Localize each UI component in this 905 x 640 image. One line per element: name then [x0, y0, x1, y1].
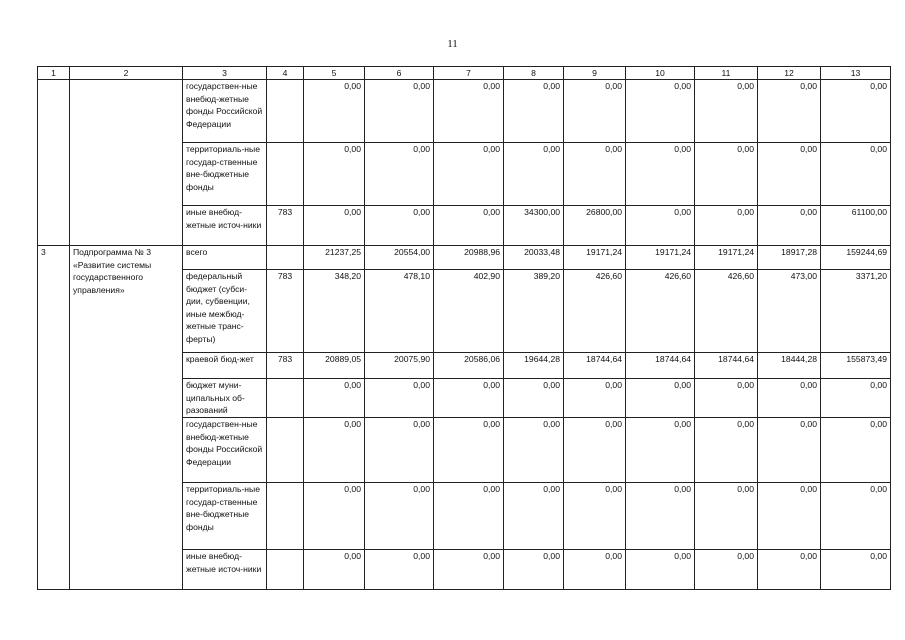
- budget-code: 783: [267, 270, 304, 353]
- amount-cell: 0,00: [564, 550, 626, 590]
- amount-cell: 0,00: [758, 206, 821, 246]
- amount-cell: 0,00: [758, 418, 821, 483]
- column-header: 6: [365, 67, 434, 80]
- amount-cell: 473,00: [758, 270, 821, 353]
- funding-source: федеральный бюджет (субси-дии, субвенции, иные межбюд-жетные транс-ферты): [183, 270, 267, 353]
- column-header: 7: [434, 67, 504, 80]
- amount-cell: 0,00: [365, 550, 434, 590]
- amount-cell: 426,60: [626, 270, 695, 353]
- amount-cell: 426,60: [564, 270, 626, 353]
- amount-cell: 0,00: [304, 379, 365, 418]
- amount-cell: 19171,24: [626, 246, 695, 270]
- amount-cell: 20554,00: [365, 246, 434, 270]
- amount-cell: 34300,00: [504, 206, 564, 246]
- budget-code: [267, 80, 304, 143]
- amount-cell: 0,00: [365, 143, 434, 206]
- amount-cell: 0,00: [365, 483, 434, 550]
- amount-cell: 26800,00: [564, 206, 626, 246]
- amount-cell: 478,10: [365, 270, 434, 353]
- amount-cell: 0,00: [304, 483, 365, 550]
- amount-cell: 0,00: [434, 418, 504, 483]
- amount-cell: 0,00: [434, 550, 504, 590]
- amount-cell: 0,00: [626, 418, 695, 483]
- amount-cell: 0,00: [304, 143, 365, 206]
- subprogram-name: Подпрограмма № 3 «Развитие системы государственного управления»: [70, 246, 183, 590]
- page-number: 11: [447, 38, 458, 50]
- amount-cell: 19644,28: [504, 353, 564, 379]
- amount-cell: 0,00: [821, 379, 891, 418]
- amount-cell: 0,00: [564, 483, 626, 550]
- amount-cell: 18744,64: [564, 353, 626, 379]
- table-body: [38, 80, 891, 590]
- amount-cell: 20988,96: [434, 246, 504, 270]
- budget-code: 783: [267, 206, 304, 246]
- column-header: 1: [38, 67, 70, 80]
- amount-cell: 0,00: [434, 206, 504, 246]
- amount-cell: 0,00: [304, 80, 365, 143]
- amount-cell: 0,00: [695, 418, 758, 483]
- amount-cell: 0,00: [304, 206, 365, 246]
- amount-cell: 19171,24: [564, 246, 626, 270]
- budget-code: [267, 246, 304, 270]
- amount-cell: 0,00: [626, 80, 695, 143]
- amount-cell: 0,00: [695, 206, 758, 246]
- amount-cell: 0,00: [821, 483, 891, 550]
- amount-cell: 0,00: [504, 550, 564, 590]
- amount-cell: 18917,28: [758, 246, 821, 270]
- column-header: 2: [70, 67, 183, 80]
- amount-cell: 20075,90: [365, 353, 434, 379]
- amount-cell: 20586,06: [434, 353, 504, 379]
- amount-cell: 0,00: [758, 379, 821, 418]
- amount-cell: 0,00: [626, 143, 695, 206]
- amount-cell: 0,00: [695, 143, 758, 206]
- amount-cell: 0,00: [821, 143, 891, 206]
- amount-cell: 389,20: [504, 270, 564, 353]
- amount-cell: 0,00: [564, 143, 626, 206]
- amount-cell: 0,00: [758, 143, 821, 206]
- column-header: 11: [695, 67, 758, 80]
- amount-cell: 0,00: [821, 550, 891, 590]
- amount-cell: 0,00: [821, 80, 891, 143]
- amount-cell: 3371,20: [821, 270, 891, 353]
- amount-cell: 0,00: [365, 206, 434, 246]
- table-row: [38, 246, 891, 270]
- amount-cell: 61100,00: [821, 206, 891, 246]
- funding-source: иные внебюд-жетные источ-ники: [183, 550, 267, 590]
- amount-cell: 0,00: [564, 80, 626, 143]
- budget-code: [267, 143, 304, 206]
- amount-cell: 0,00: [695, 483, 758, 550]
- column-number-row: [38, 67, 891, 80]
- amount-cell: 0,00: [564, 418, 626, 483]
- amount-cell: 0,00: [504, 379, 564, 418]
- amount-cell: 0,00: [758, 483, 821, 550]
- budget-code: [267, 379, 304, 418]
- amount-cell: 0,00: [434, 143, 504, 206]
- amount-cell: 0,00: [758, 550, 821, 590]
- amount-cell: 0,00: [758, 80, 821, 143]
- amount-cell: 0,00: [434, 379, 504, 418]
- funding-source: территориаль-ные государ-ственные вне-бюджетные фонды: [183, 483, 267, 550]
- amount-cell: 159244,69: [821, 246, 891, 270]
- amount-cell: 0,00: [365, 80, 434, 143]
- amount-cell: 0,00: [365, 379, 434, 418]
- budget-table: [37, 66, 891, 590]
- subprogram-index: 3: [38, 246, 70, 590]
- amount-cell: 0,00: [365, 418, 434, 483]
- column-header: 10: [626, 67, 695, 80]
- amount-cell: 0,00: [504, 418, 564, 483]
- funding-source: иные внебюд-жетные источ-ники: [183, 206, 267, 246]
- budget-code: [267, 483, 304, 550]
- column-header: 12: [758, 67, 821, 80]
- table-row: [38, 80, 891, 143]
- amount-cell: 0,00: [504, 143, 564, 206]
- amount-cell: 0,00: [304, 418, 365, 483]
- amount-cell: 18444,28: [758, 353, 821, 379]
- funding-source: территориаль-ные государ-ственные вне-бюджетные фонды: [183, 143, 267, 206]
- amount-cell: 21237,25: [304, 246, 365, 270]
- name-cell: [70, 80, 183, 246]
- amount-cell: 18744,64: [626, 353, 695, 379]
- column-header: 5: [304, 67, 365, 80]
- column-header: 13: [821, 67, 891, 80]
- funding-source: краевой бюд-жет: [183, 353, 267, 379]
- funding-source: всего: [183, 246, 267, 270]
- amount-cell: 0,00: [434, 80, 504, 143]
- budget-code: 783: [267, 353, 304, 379]
- column-header: 9: [564, 67, 626, 80]
- amount-cell: 0,00: [695, 80, 758, 143]
- amount-cell: 20033,48: [504, 246, 564, 270]
- amount-cell: 426,60: [695, 270, 758, 353]
- amount-cell: 18744,64: [695, 353, 758, 379]
- column-header: 4: [267, 67, 304, 80]
- amount-cell: 0,00: [504, 80, 564, 143]
- amount-cell: 402,90: [434, 270, 504, 353]
- amount-cell: 0,00: [626, 379, 695, 418]
- amount-cell: 0,00: [564, 379, 626, 418]
- column-header: 3: [183, 67, 267, 80]
- amount-cell: 0,00: [504, 483, 564, 550]
- funding-source: бюджет муни-ципальных об-разований: [183, 379, 267, 418]
- amount-cell: 0,00: [626, 483, 695, 550]
- budget-code: [267, 550, 304, 590]
- amount-cell: 0,00: [695, 550, 758, 590]
- amount-cell: 155873,49: [821, 353, 891, 379]
- column-header: 8: [504, 67, 564, 80]
- amount-cell: 0,00: [304, 550, 365, 590]
- amount-cell: 0,00: [626, 550, 695, 590]
- funding-source: государствен-ные внебюд-жетные фонды Российской Федерации: [183, 418, 267, 483]
- funding-source: государствен-ные внебюд-жетные фонды Российской Федерации: [183, 80, 267, 143]
- amount-cell: 0,00: [434, 483, 504, 550]
- idx-cell: [38, 80, 70, 246]
- budget-code: [267, 418, 304, 483]
- amount-cell: 348,20: [304, 270, 365, 353]
- amount-cell: 0,00: [821, 418, 891, 483]
- amount-cell: 0,00: [626, 206, 695, 246]
- amount-cell: 19171,24: [695, 246, 758, 270]
- amount-cell: 0,00: [695, 379, 758, 418]
- amount-cell: 20889,05: [304, 353, 365, 379]
